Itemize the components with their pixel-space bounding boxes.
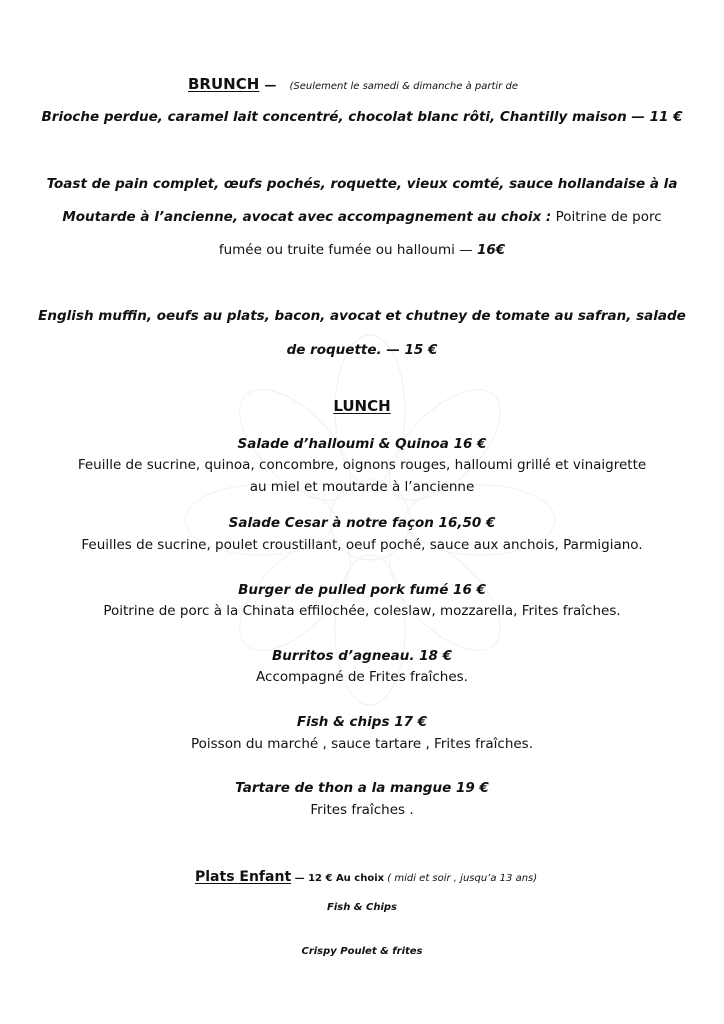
brunch-item-toast-line1: Toast de pain complet, œufs pochés, roquette, vieux comté, sauce hollandaise à la [46, 176, 678, 192]
brunch-title: BRUNCH [188, 75, 260, 93]
toast-line2-bold: Moutarde à l’ancienne, avocat avec accompagnement au choix : [62, 209, 552, 225]
lunch-dish-halloumi: Salade d’halloumi & Quinoa 16 € [237, 436, 487, 452]
brunch-item-muffin-line1: English muffin, oeufs au plats, bacon, avocat et chutney de tomate au safran, salade [38, 308, 686, 324]
brunch-item-muffin-line2: de roquette. — 15 € [286, 342, 438, 358]
enfant-item-crispy-poulet: Crispy Poulet & frites [301, 946, 423, 957]
lunch-dish-cesar: Salade Cesar à notre façon 16,50 € [228, 515, 496, 531]
lunch-dish-burger: Burger de pulled pork fumé 16 € [238, 582, 486, 598]
lunch-dish-burritos: Burritos d’agneau. 18 € [271, 648, 453, 664]
toast-line3-plain: fumée ou truite fumée ou halloumi — [218, 242, 477, 258]
lunch-dish-fish-chips-desc: Poisson du marché , sauce tartare , Frites fraîches. [190, 736, 534, 752]
enfant-note: ( midi et soir , jusqu’a 13 ans) [384, 873, 538, 884]
lunch-dish-fish-chips: Fish & chips 17 € [296, 714, 428, 730]
lunch-dish-halloumi-desc1: Feuille de sucrine, quinoa, concombre, oignons rouges, halloumi grillé et vinaigrette [77, 457, 647, 473]
lunch-dish-burritos-desc: Accompagné de Frites fraîches. [256, 669, 468, 685]
enfant-title: Plats Enfant [195, 869, 292, 885]
brunch-item-brioche: Brioche perdue, caramel lait concentré, chocolat blanc rôti, Chantilly maison — 11 € [41, 109, 683, 125]
lunch-dish-tartare: Tartare de thon a la mangue 19 € [235, 780, 489, 796]
lunch-dish-tartare-desc: Frites fraîches . [310, 802, 414, 818]
lunch-dish-cesar-desc: Feuilles de sucrine, poulet croustillant, oeuf poché, sauce aux anchois, Parmigiano. [81, 537, 643, 553]
brunch-item-toast-line3 [0, 242, 724, 258]
toast-line3-price: 16€ [476, 242, 506, 258]
brunch-header [188, 74, 518, 93]
brunch-note: (Seulement le samedi & dimanche à partir de [289, 81, 518, 92]
enfant-header [195, 866, 537, 885]
enfant-price: — 12 € Au choix [291, 873, 385, 884]
lunch-dish-burger-desc: Poitrine de porc à la Chinata effilochée, coleslaw, mozzarella, Frites fraîches. [103, 603, 621, 619]
enfant-item-fish-chips: Fish & Chips [326, 902, 397, 913]
brunch-dash: — [264, 78, 277, 92]
brunch-item-toast-line2 [0, 209, 724, 225]
toast-line2-plain: Poitrine de porc [551, 209, 662, 225]
lunch-dish-halloumi-desc2: au miel et moutarde à l’ancienne [249, 479, 475, 495]
lunch-title: LUNCH [333, 397, 391, 415]
